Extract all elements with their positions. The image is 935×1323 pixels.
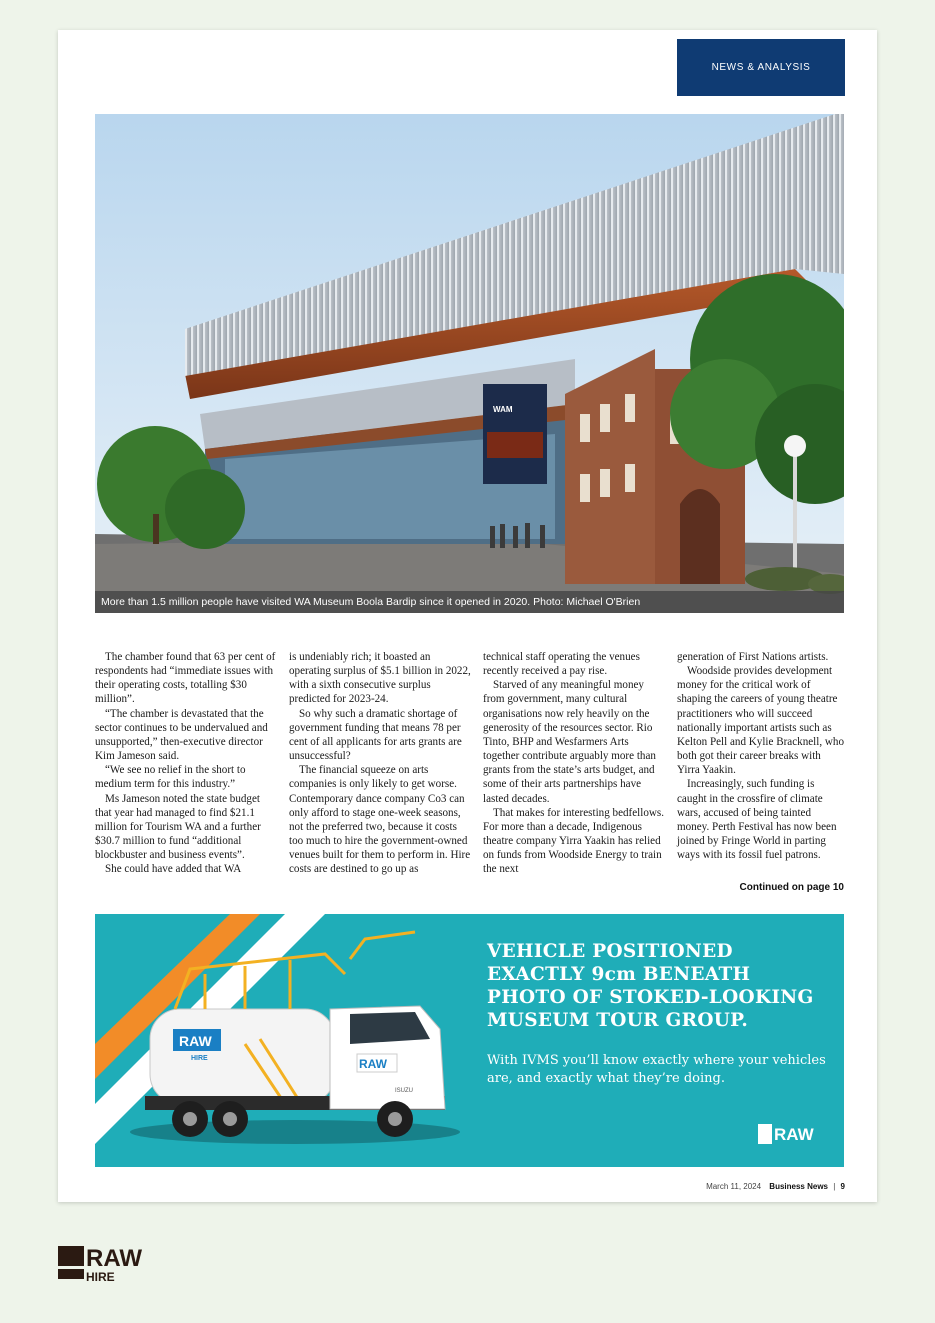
ad-headline — [487, 940, 827, 1032]
page-footer — [618, 1182, 845, 1191]
article-column-4 — [677, 650, 844, 862]
paragraph: is undeniably rich; it boasted an operating surplus of $5.1 billion in 2022, with a sixth consecutive surplus predicted for 2023-24. — [289, 651, 471, 706]
headline-line: EXACTLY 9cm BENEATH — [487, 964, 751, 985]
paragraph: She could have added that WA — [105, 863, 242, 876]
paragraph: “The chamber is devastated that the sector continues to be undervalued and unsupported,” then-executive director Kim Jameson said. — [95, 707, 268, 763]
page-number: 9 — [840, 1182, 845, 1191]
headline-line: PHOTO OF STOKED-LOOKING — [487, 987, 814, 1008]
section-tag: NEWS & ANALYSIS — [677, 39, 845, 96]
ad-raw-logo[interactable] — [758, 1124, 820, 1144]
article-body — [95, 650, 844, 900]
advertisement[interactable] — [95, 914, 844, 1167]
folio-separator: | — [833, 1182, 836, 1191]
brand-name: RAW — [86, 1245, 142, 1272]
ad-body-text: With IVMS you’ll know exactly where your vehicles are, and exactly what they’re doing. — [487, 1053, 826, 1086]
raw-hire-logo-icon — [58, 1244, 168, 1286]
photo-caption: More than 1.5 million people have visited WA Museum Boola Bardip since it opened in 2020. Photo: Michael O'Brien — [95, 591, 844, 613]
truck-illustration — [95, 914, 475, 1167]
paragraph: Ms Jameson noted the state budget that year had managed to find $21.1 million for Tourism WA and a further $30.7 million to fund “additional blockbuster and business events”. — [95, 792, 261, 862]
headline-line: MUSEUM TOUR GROUP. — [487, 1010, 749, 1031]
paragraph: Woodside provides development money for the critical work of shaping the careers of young theatre practitioners who will succeed nationally important artists such as Kelton Pell and Kylie Bracknell, who both got their career breaks with Yirra Yaakin. — [677, 665, 844, 777]
issue-date: March 11, 2024 — [706, 1182, 762, 1191]
headline-line: VEHICLE POSITIONED — [487, 941, 733, 962]
article-column-1 — [95, 650, 277, 877]
truck-tank-sub: HIRE — [191, 1055, 208, 1062]
banner-wam-text: WAM — [493, 405, 513, 414]
feature-photo — [95, 114, 844, 613]
truck-make: ISUZU — [395, 1088, 413, 1094]
continued-note: Continued on page 10 — [739, 882, 844, 893]
truck-tank-brand: RAW — [179, 1033, 212, 1049]
paragraph: generation of First Nations artists. — [677, 651, 829, 663]
paragraph: That makes for interesting bedfellows. For more than a decade, Indigenous theatre company Yirra Yaakin has relied on funds from Woodside Energy to train the next — [483, 806, 664, 876]
paragraph: technical staff operating the venues recently received a pay rise. — [483, 651, 640, 678]
ad-logo-text: RAW — [774, 1125, 814, 1144]
article-column-2 — [289, 650, 471, 877]
raw-logo-icon — [758, 1124, 820, 1144]
brand-sub: HIRE — [86, 1270, 115, 1284]
article-column-3 — [483, 650, 665, 877]
paragraph: Starved of any meaningful money from government, many cultural organisations now rely heavily on the generosity of the resources sector. Rio Tinto, BHP and Wesfarmers Arts together contribute arguably more than grants from the state’s arts budget, and some of their arts partnerships have lasted decades. — [483, 679, 656, 805]
museum-photo-illustration — [95, 114, 844, 613]
publication-name: Business News — [769, 1182, 828, 1191]
raw-hire-brand-logo — [58, 1244, 168, 1286]
paragraph: Increasingly, such funding is caught in the crossfire of climate wars, accused of being tainted money. Perth Festival has now been joined by Fringe World in parting ways with its fossil fuel patrons. — [677, 778, 837, 862]
magazine-page — [58, 30, 877, 1202]
paragraph: The financial squeeze on arts companies is only likely to get worse. Contemporary dance company Co3 can only afford to stage one-week seasons, not the preferred two, because it costs too much to hire the government-owned venues built for them to perform in. Hire costs are destined to go up as — [289, 764, 471, 876]
truck-cab-brand: RAW — [359, 1057, 387, 1071]
paragraph: “We see no relief in the short to medium term for this industry.” — [95, 764, 246, 791]
paragraph: So why such a dramatic shortage of government funding that means 78 per cent of all applicants for arts grants are unsuccessful? — [289, 707, 462, 763]
paragraph: The chamber found that 63 per cent of respondents had “immediate issues with their operating costs, totalling $30 million”. — [95, 651, 276, 706]
